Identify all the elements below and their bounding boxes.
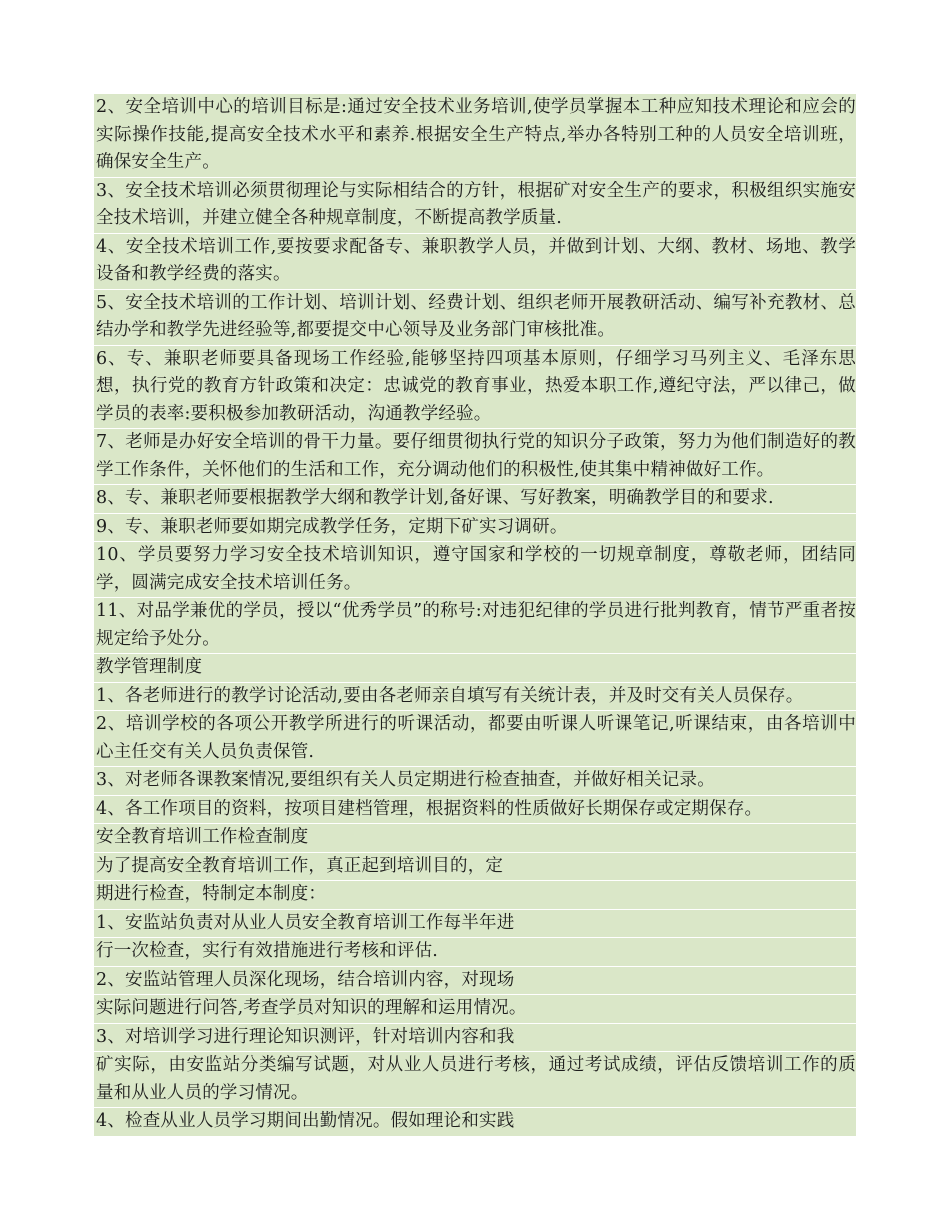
paragraph-23: 3、对培训学习进行理论知识测评，针对培训内容和我 — [94, 1024, 856, 1053]
paragraph-14: 3、对老师各课教案情况,要组织有关人员定期进行检查抽查，并做好相关记录。 — [94, 767, 856, 796]
paragraph-9: 10、学员要努力学习安全技术培训知识，遵守国家和学校的一切规章制度，尊敬老师，团结同学，圆满完成安全技术培训任务。 — [94, 542, 856, 598]
paragraph-19: 1、安监站负责对从业人员安全教育培训工作每半年进 — [94, 910, 856, 939]
paragraph-1: 2、安全培训中心的培训目标是:通过安全技术业务培训,使学员掌握本工种应知技术理论和应会的实际操作技能,提高安全技术水平和素养.根据安全生产特点,举办各特别工种的人员安全培训班，确保安全生产。 — [94, 94, 856, 178]
paragraph-24: 矿实际，由安监站分类编写试题，对从业人员进行考核，通过考试成绩，评估反馈培训工作的质量和从业人员的学习情况。 — [94, 1052, 856, 1108]
paragraph-10: 11、对品学兼优的学员，授以“优秀学员”的称号:对违犯纪律的学员进行批判教育，情节严重者按规定给予处分。 — [94, 598, 856, 654]
paragraph-25: 4、检查从业人员学习期间出勤情况。假如理论和实践 — [94, 1108, 856, 1137]
paragraph-3: 4、安全技术培训工作,要按要求配备专、兼职教学人员，并做到计划、大纲、教材、场地、教学设备和教学经费的落实。 — [94, 234, 856, 290]
paragraph-13: 2、培训学校的各项公开教学所进行的听课活动，都要由听课人听课笔记,听课结束，由各培训中心主任交有关人员负责保管. — [94, 711, 856, 767]
paragraph-2: 3、安全技术培训必须贯彻理论与实际相结合的方针，根据矿对安全生产的要求，积极组织实施安全技术培训，并建立健全各种规章制度，不断提高教学质量. — [94, 178, 856, 234]
paragraph-5: 6、专、兼职老师要具备现场工作经验,能够坚持四项基本原则，仔细学习马列主义、毛泽东思想，执行党的教育方针政策和决定：忠诚党的教育事业，热爱本职工作,遵纪守法，严以律己，做学员的表率:要积极参加教研活动，沟通教学经验。 — [94, 346, 856, 430]
paragraph-6: 7、老师是办好安全培训的骨干力量。要仔细贯彻执行党的知识分子政策，努力为他们制造好的教学工作条件，关怀他们的生活和工作，充分调动他们的积极性,使其集中精神做好工作。 — [94, 429, 856, 485]
paragraph-12: 1、各老师进行的教学讨论活动,要由各老师亲自填写有关统计表，并及时交有关人员保存。 — [94, 683, 856, 712]
paragraph-15: 4、各工作项目的资料，按项目建档管理，根据资料的性质做好长期保存或定期保存。 — [94, 796, 856, 825]
paragraph-8: 9、专、兼职老师要如期完成教学任务，定期下矿实习调研。 — [94, 514, 856, 543]
document-body — [94, 94, 856, 1137]
paragraph-4: 5、安全技术培训的工作计划、培训计划、经费计划、组织老师开展教研活动、编写补充教材、总结办学和教学先进经验等,都要提交中心领导及业务部门审核批准。 — [94, 290, 856, 346]
paragraph-22: 实际问题进行问答,考查学员对知识的理解和运用情况。 — [94, 995, 856, 1024]
paragraph-18: 期进行检查，特制定本制度： — [94, 881, 856, 910]
paragraph-7: 8、专、兼职老师要根据教学大纲和教学计划,备好课、写好教案，明确教学目的和要求. — [94, 485, 856, 514]
paragraph-17: 为了提高安全教育培训工作，真正起到培训目的，定 — [94, 853, 856, 882]
section-heading-teaching-management: 教学管理制度 — [94, 654, 856, 683]
section-heading-inspection: 安全教育培训工作检查制度 — [94, 824, 856, 853]
paragraph-21: 2、安监站管理人员深化现场，结合培训内容，对现场 — [94, 967, 856, 996]
paragraph-20: 行一次检查，实行有效措施进行考核和评估. — [94, 938, 856, 967]
